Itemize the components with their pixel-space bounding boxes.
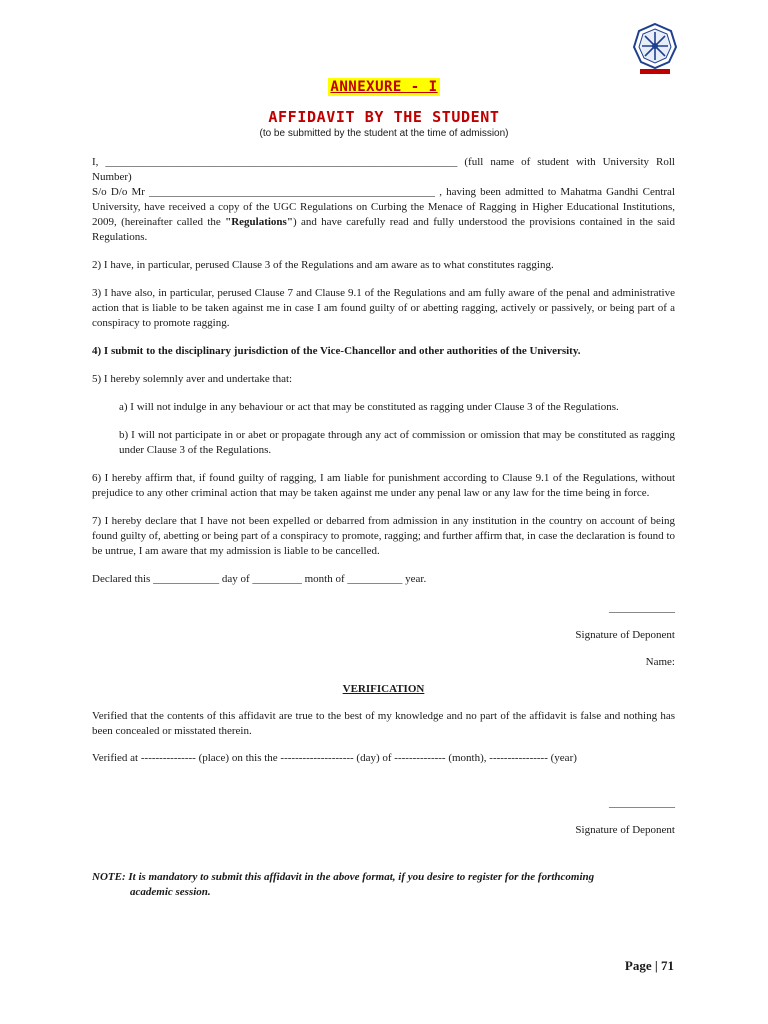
annexure-heading [0,78,768,96]
name-label: Name: [645,656,675,668]
declared-line: Declared this ____________ day of _________ month of __________ year. [92,573,427,585]
paragraph-5b: b) I will not participate in or abet or propagate through any act of commission or omission that may be constituted as ragging under Clause 3 of the Regulations. [119,429,675,456]
name-line: I, ________________________________________________________________ (full name of student with University Roll Number) [92,156,675,183]
regulations-term: "Regulations" [225,216,293,228]
paragraph-5a: a) I will not indulge in any behaviour or act that may be constituted as ragging under Clause 3 of the Regulations. [119,401,619,413]
document-subtitle: (to be submitted by the student at the time of admission) [259,128,509,139]
page-number: Page | 71 [624,958,674,973]
annexure-label: ANNEXURE - I [330,79,438,95]
verification-signature-label: Signature of Deponent [575,824,675,836]
note-line-1: NOTE: It is mandatory to submit this affidavit in the above format, if you desire to register for the forthcoming [92,871,595,883]
paragraph-7: 7) I hereby declare that I have not been expelled or debarred from admission in any institution in the country on account of being found guilty of, abetting or being part of a conspiracy to promote, ragging; and further affirm that, in case the declaration is found to be untrue, I am aware that my admission is liable to be cancelled. [92,515,675,557]
paragraph-1 [92,155,675,245]
paragraph-6: 6) I hereby affirm that, if found guilty of ragging, I am liable for punishment according to Clause 9.1 of the Regulations, without prejudice to any other criminal action that may be taken against me under any penal law or any law for the time being in force. [92,472,675,499]
paragraph-5: 5) I hereby solemnly aver and undertake that: [92,373,293,385]
verified-at-line: Verified at --------------- (place) on this the -------------------- (day) of -------------- (month), ---------------- (year) [92,752,577,764]
university-emblem-icon [632,22,678,76]
paragraph-3: 3) I have also, in particular, perused Clause 7 and Clause 9.1 of the Regulations and am fully aware of the penal and administrative action that is liable to be taken against me in case I am found guilty of or abetting ragging, actively or passively, or being part of a conspiracy to promote ragging. [92,287,675,329]
affidavit-body [92,155,675,900]
paragraph-4: 4) I submit to the disciplinary jurisdiction of the Vice-Chancellor and other authorities of the University. [92,345,581,357]
paragraph-1-end: ) and have carefully read and fully understood the provisions contained in the said Regulations. [92,216,675,243]
verification-heading: VERIFICATION [342,683,425,695]
verification-text: Verified that the contents of this affidavit are true to the best of my knowledge and no part of the affidavit is false and nothing has been concealed or misstated therein. [92,710,675,737]
document-title: AFFIDAVIT BY THE STUDENT [268,108,500,126]
signature-label: Signature of Deponent [575,629,675,641]
parent-line: S/o D/o Mr ____________________________________________________ , having been admitted to Mahatma Gandhi Central University, have received a copy of the UGC Regulations on Curbing the Menace of Ragging in Higher Educational Institutions, 2009, (hereinafter called the [92,186,675,228]
paragraph-2: 2) I have, in particular, perused Clause 3 of the Regulations and am aware as to what constitutes ragging. [92,259,554,271]
note [92,870,675,900]
verification-signature-line: ____________ [609,797,675,809]
signature-line: ____________ [609,602,675,614]
note-line-2: academic session. [130,886,211,898]
